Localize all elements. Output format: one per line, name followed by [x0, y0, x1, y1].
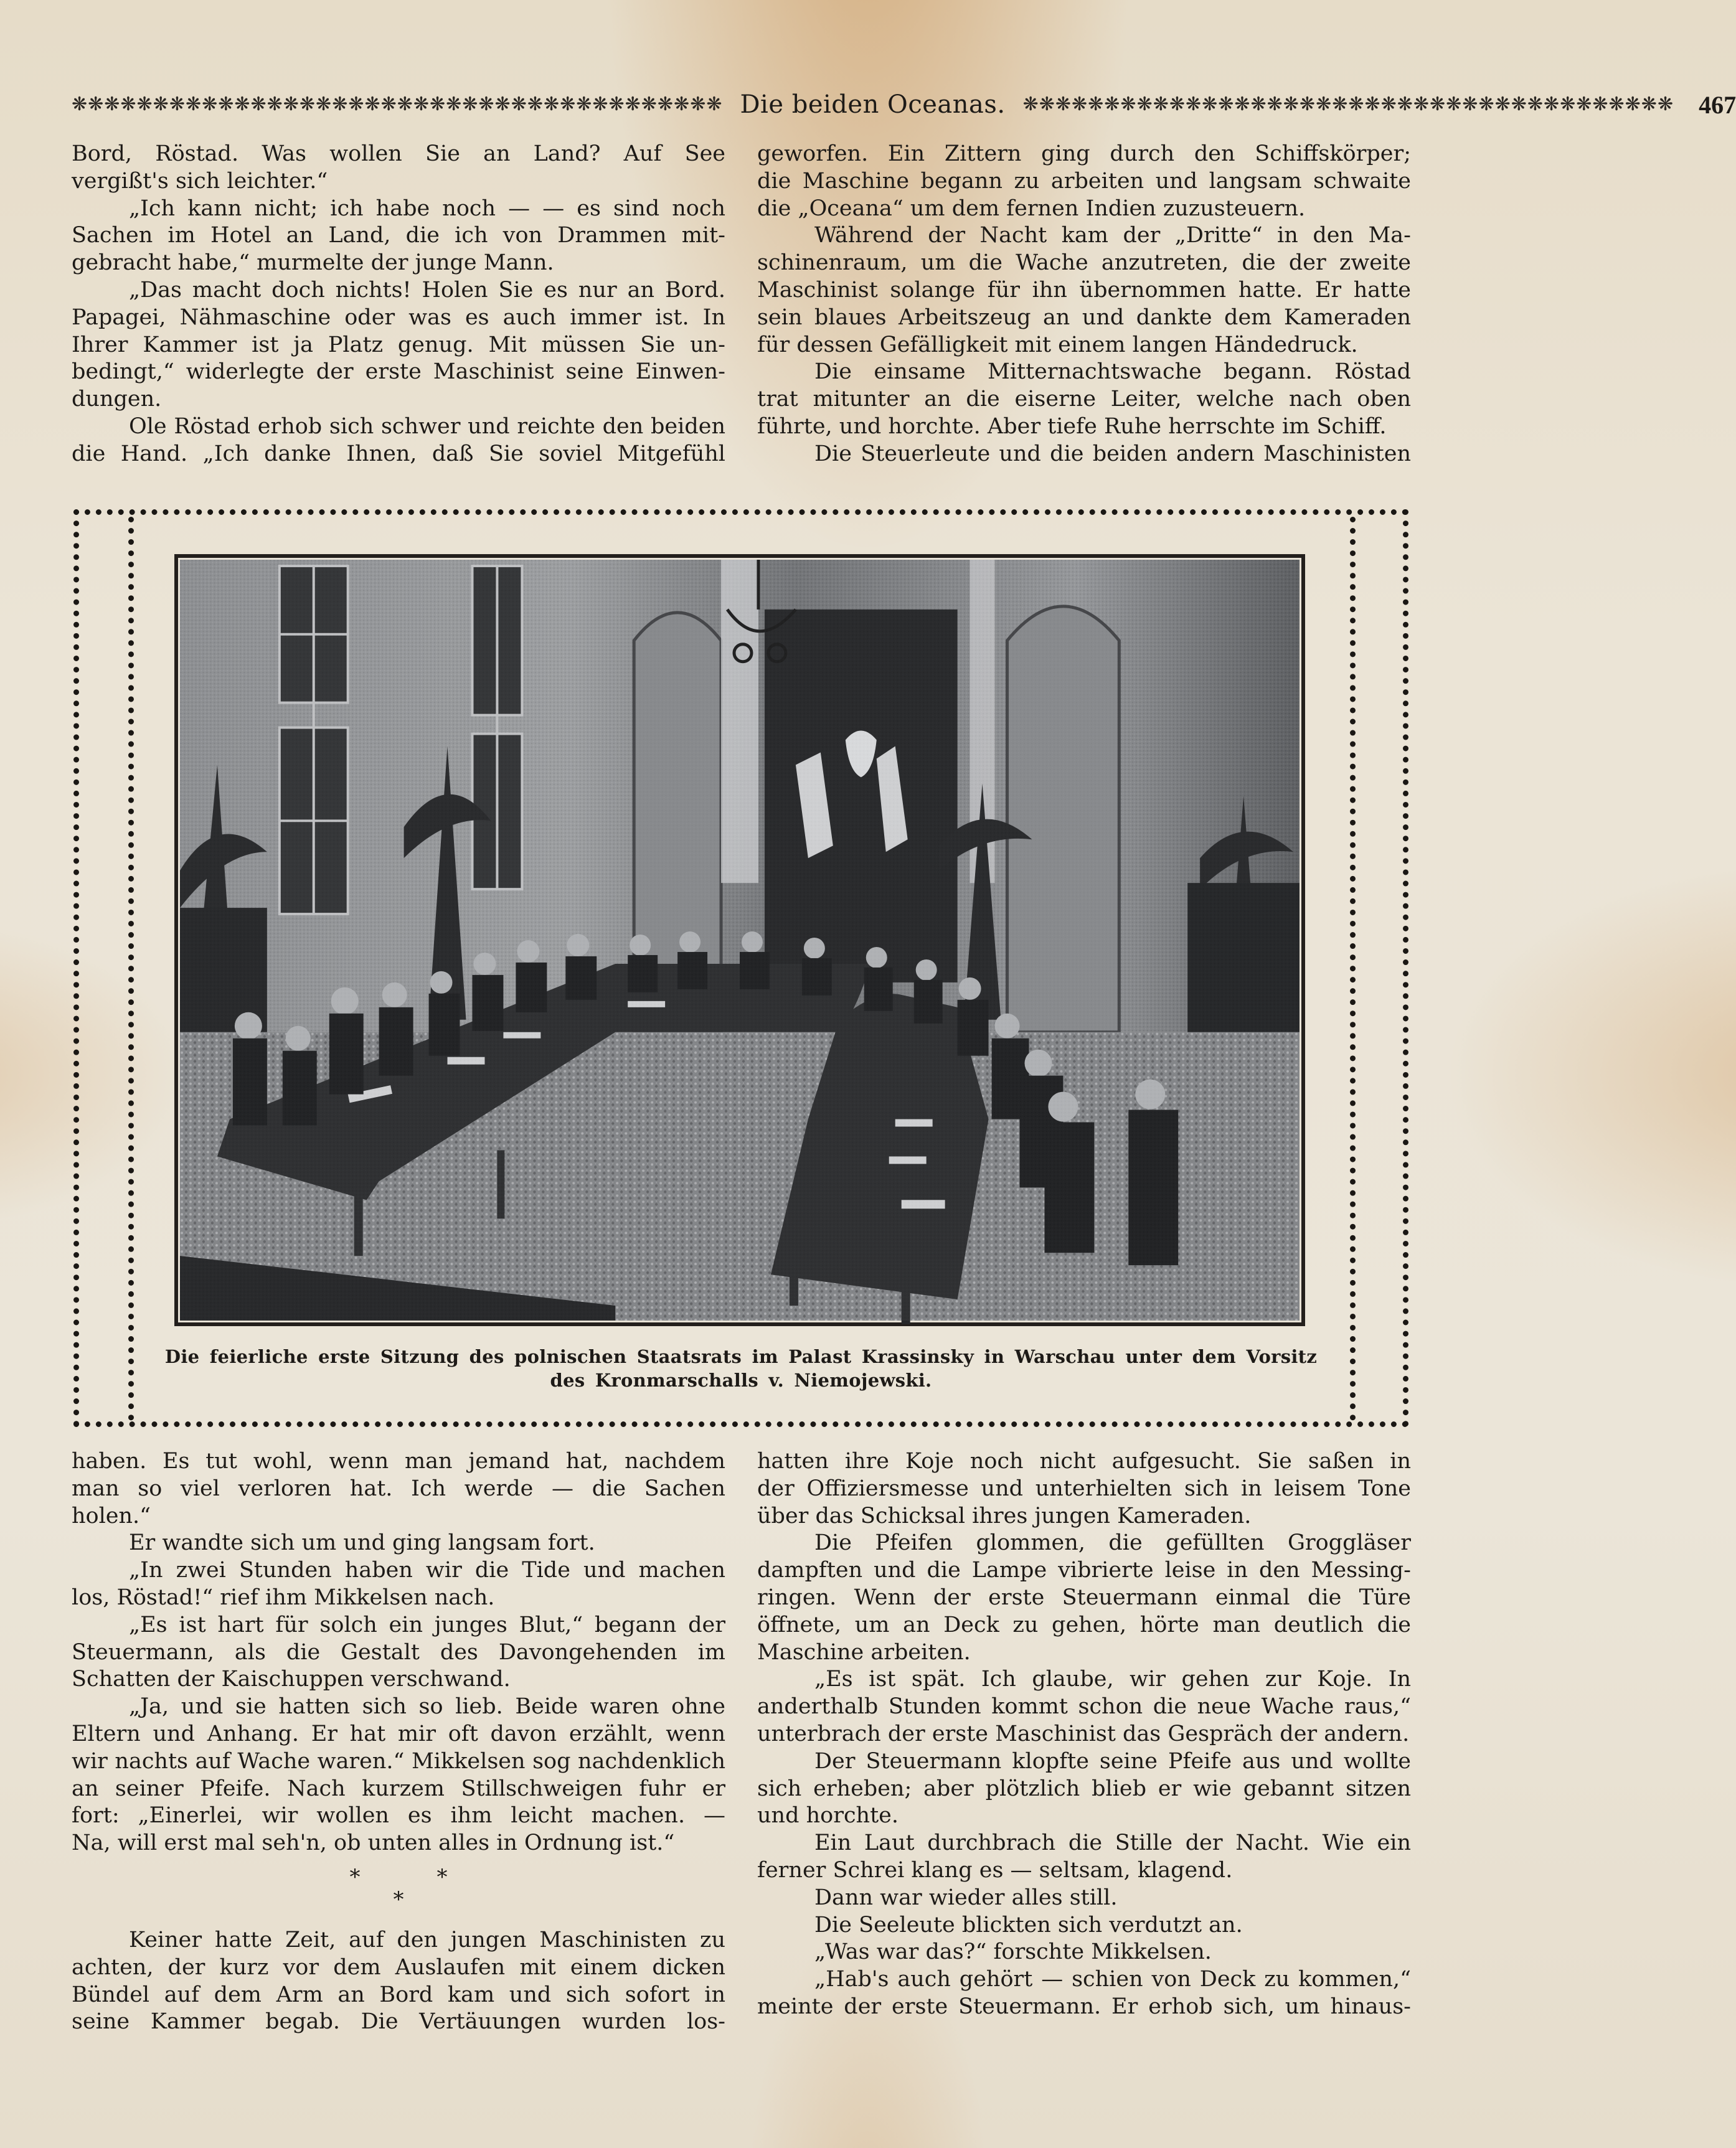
page-number: 467 — [1699, 90, 1736, 119]
text-line: Papagei, Nähmaschine oder was es auch immer ist. In — [72, 304, 725, 330]
text-line: hatten ihre Koje noch nicht aufgesucht. Sie saßen in — [757, 1449, 1411, 1474]
text-line: bedingt,“ widerlegte der erste Maschinist seine Einwen- — [72, 359, 725, 385]
text-line: „Es ist spät. Ich glaube, wir gehen zur Koje. In — [814, 1667, 1411, 1692]
text-line: Bündel auf dem Arm an Bord kam und sich sofort in — [72, 1982, 725, 2007]
text-line: Schatten der Kaischuppen verschwand. — [72, 1667, 511, 1692]
text-line: haben. Es tut wohl, wenn man jemand hat, nachdem — [72, 1449, 725, 1474]
text-line: und horchte. — [757, 1803, 899, 1829]
text-line: Na, will erst mal seh'n, ob unten alles in Ordnung ist.“ — [72, 1830, 675, 1856]
text-line: Er wandte sich um und ging langsam fort. — [129, 1530, 595, 1556]
text-line: meinte der erste Steuermann. Er erhob sich, um hinaus- — [757, 1994, 1411, 2019]
text-line: an seiner Pfeife. Nach kurzem Stillschweigen fuhr er — [72, 1776, 725, 1801]
running-header — [72, 87, 1736, 122]
text-line: los, Röstad!“ rief ihm Mikkelsen nach. — [72, 1585, 495, 1610]
text-line: „Das macht doch nichts! Holen Sie es nur an Bord. — [129, 277, 725, 303]
text-line: führte, und horchte. Aber tiefe Ruhe herrschte im Schiff. — [757, 413, 1387, 439]
figure-inner-dotted-rule-right — [1350, 517, 1356, 1421]
text-line: fort: „Einerlei, wir wollen es ihm leicht machen. — — [72, 1803, 725, 1829]
caption-line-1: Die feierliche erste Sitzung des polnischen Staatsrats im Palast Krassinsky in Warschau unter dem Vorsitz — [164, 1346, 1318, 1367]
text-line: die Hand. „Ich danke Ihnen, daß Sie soviel Mitgefühl — [72, 441, 725, 466]
text-line: anderthalb Stunden kommt schon die neue Wache raus,“ — [757, 1694, 1411, 1720]
figure-inner-dotted-rule-left — [128, 517, 134, 1421]
text-line: seine Kammer begab. Die Vertäuungen wurden los- — [72, 2009, 725, 2035]
asterisk: * — [393, 1887, 404, 1912]
text-line: öffnete, um an Deck zu gehen, hörte man deutlich die — [757, 1612, 1411, 1637]
text-line: Die Pfeifen glommen, die gefüllten Groggläser — [814, 1530, 1411, 1556]
asterisk: * — [436, 1864, 448, 1890]
text-line: geworfen. Ein Zittern ging durch den Schiffskörper; — [757, 141, 1411, 166]
text-line: Die einsame Mitternachtswache begann. Röstad — [814, 359, 1411, 385]
text-line: trat mitunter an die eiserne Leiter, welche nach oben — [757, 387, 1411, 412]
text-line: Ole Röstad erhob sich schwer und reichte den beiden — [129, 413, 725, 439]
text-line: Sachen im Hotel an Land, die ich von Drammen mit- — [72, 223, 725, 248]
figure-caption — [143, 1345, 1339, 1392]
asterisk: * — [349, 1864, 361, 1890]
text-line: gebracht habe,“ murmelte der junge Mann. — [72, 250, 554, 276]
text-line: „Was war das?“ forschte Mikkelsen. — [814, 1939, 1212, 1965]
section-break-asterisks — [72, 1866, 725, 1911]
text-line: wir nachts auf Wache waren.“ Mikkelsen sog nachdenklich — [72, 1748, 725, 1774]
text-line: der Offiziersmesse und unterhielten sich in leisem Tone — [757, 1476, 1411, 1501]
bottom-left-column — [72, 1448, 725, 2036]
bottom-left-text-part-2 — [72, 1927, 725, 2036]
text-line: unterbrach der erste Maschinist das Gespräch der andern. — [757, 1721, 1410, 1746]
photograph-council-session — [174, 554, 1305, 1326]
text-line: Ihrer Kammer ist ja Platz genug. Mit müssen Sie un- — [72, 332, 725, 357]
running-title: Die beiden Oceanas. — [740, 90, 1006, 119]
text-line: holen.“ — [72, 1503, 151, 1529]
text-line: „Es ist hart für solch ein junges Blut,“ begann der — [129, 1612, 725, 1637]
text-line: die Maschine begann zu arbeiten und langsam schwaite — [757, 168, 1411, 194]
text-line: Der Steuermann klopfte seine Pfeife aus und wollte — [814, 1748, 1411, 1774]
text-line: Bord, Röstad. Was wollen Sie an Land? Auf See — [72, 141, 725, 166]
text-line: dungen. — [72, 387, 162, 412]
text-line: ferner Schrei klang es — seltsam, klagend. — [757, 1857, 1233, 1883]
text-line: dampften und die Lampe vibrierte leise in den Messing- — [757, 1558, 1411, 1583]
text-line: achten, der kurz vor dem Auslaufen mit einem dicken — [72, 1954, 725, 1980]
text-line: Maschinist solange für ihn übernommen hatte. Er hatte — [757, 277, 1411, 303]
caption-line-2: des Kronmarschalls v. Niemojewski. — [550, 1370, 932, 1391]
top-right-column — [757, 141, 1411, 468]
bottom-right-column — [757, 1448, 1411, 2021]
ornament-left: ❋❋❋❋❋❋❋❋❋❋❋❋❋❋❋❋❋❋❋❋❋❋❋❋❋❋❋❋❋❋❋❋❋❋❋❋❋❋❋❋ — [72, 93, 723, 115]
text-line: Die Steuerleute und die beiden andern Maschinisten — [814, 441, 1411, 466]
photo-illustration — [180, 560, 1300, 1321]
bottom-left-text-part-1 — [72, 1448, 725, 1857]
text-line: sein blaues Arbeitszeug an und dankte dem Kameraden — [757, 304, 1411, 330]
text-line: „Ich kann nicht; ich habe noch — — es sind noch — [129, 195, 725, 221]
text-line: sich erheben; aber plötzlich blieb er wie gebannt sitzen — [757, 1776, 1411, 1801]
text-line: die „Oceana“ um dem fernen Indien zuzusteuern. — [757, 195, 1306, 221]
text-line: Dann war wieder alles still. — [814, 1885, 1118, 1910]
text-line: Während der Nacht kam der „Dritte“ in den Ma- — [814, 223, 1411, 248]
text-line: „Hab's auch gehört — schien von Deck zu kommen,“ — [814, 1967, 1411, 1992]
text-line: Maschine arbeiten. — [757, 1639, 971, 1665]
top-left-column — [72, 141, 725, 468]
text-line: vergißt's sich leichter.“ — [72, 168, 328, 194]
text-line: für dessen Gefälligkeit mit einem langen Händedruck. — [757, 332, 1358, 357]
text-line: Steuermann, als die Gestalt des Davongehenden im — [72, 1639, 725, 1665]
text-line: schinenraum, um die Wache anzutreten, die der zweite — [757, 250, 1411, 276]
text-line: „In zwei Stunden haben wir die Tide und machen — [129, 1558, 725, 1583]
ornament-right: ❋❋❋❋❋❋❋❋❋❋❋❋❋❋❋❋❋❋❋❋❋❋❋❋❋❋❋❋❋❋❋❋❋❋❋❋❋❋❋❋ — [1022, 93, 1674, 115]
text-line: Die Seeleute blickten sich verdutzt an. — [814, 1912, 1243, 1938]
text-line: über das Schicksal ihres jungen Kameraden. — [757, 1503, 1252, 1529]
text-line: Ein Laut durchbrach die Stille der Nacht. Wie ein — [814, 1830, 1411, 1856]
text-line: Eltern und Anhang. Er hat mir oft davon erzählt, wenn — [72, 1721, 725, 1746]
text-line: Keiner hatte Zeit, auf den jungen Maschinisten zu — [129, 1927, 725, 1953]
text-line: man so viel verloren hat. Ich werde — die Sachen — [72, 1476, 725, 1501]
text-line: „Ja, und sie hatten sich so lieb. Beide waren ohne — [129, 1694, 725, 1720]
text-line: ringen. Wenn der erste Steuermann einmal die Türe — [757, 1585, 1411, 1610]
